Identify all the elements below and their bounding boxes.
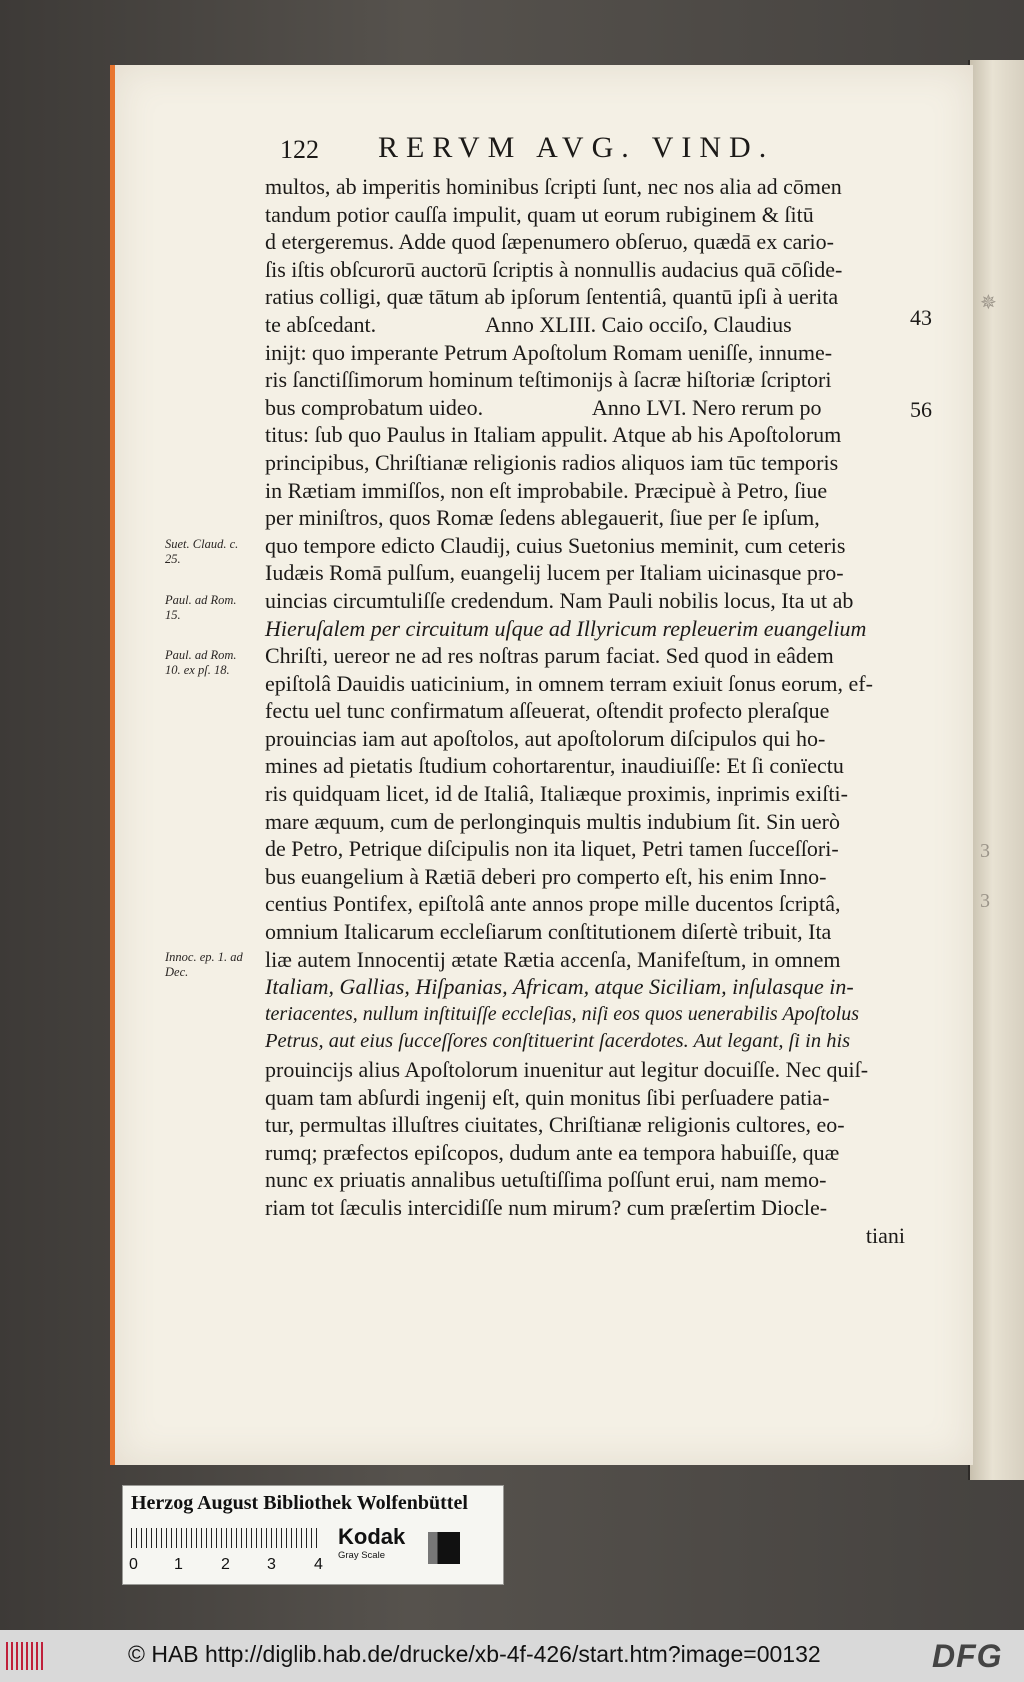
margin-note: Paul. ad Rom. 10. ex pſ. 18. [165, 648, 237, 677]
ruler-number: 0 [129, 1556, 138, 1573]
library-color-card [122, 1485, 504, 1585]
adjacent-page-edge: ✵ 3 3 [968, 60, 1024, 1480]
text-line: Chriſti, uereor ne ad res noſtras parum faciat. Sed quod in eâdem [265, 643, 834, 669]
text-line: rumq; præfectos epiſcopos, dudum ante ea tempora habuiſſe, quæ [265, 1139, 840, 1165]
text-line: mare æquum, cum de perlonginquis multis indubium ſit. Sin uerò [265, 808, 841, 834]
text-line: liæ autem Innocentij ætate Rætia accenſa, Manifeſtum, in omnem [265, 946, 841, 972]
catchword: tiani [865, 1222, 905, 1248]
text-line: inijt: quo imperante Petrum Apoſtolum Romam ueniſſe, innume- [265, 339, 833, 365]
running-head: RERVM AVG. VIND. [378, 131, 775, 164]
text-line: Petrus, aut eius ſucceſſores conſtituerint ſacerdotes. Aut legant, ſi in his [265, 1030, 851, 1053]
margin-note: Suet. Claud. c. 25. [165, 537, 239, 566]
text-line: quo tempore edicto Claudij, cuius Suetonius meminit, cum ceteris [265, 532, 846, 558]
text-line: riam tot ſæculis intercidiſſe num mirum? cum præſertim Diocle- [265, 1194, 828, 1220]
ruler-number: 2 [221, 1556, 230, 1573]
text-line: te abſcedant. Anno XLIII. Caio occiſo, Claudius [265, 311, 792, 337]
text-line: ris quidquam licet, id de Italiâ, Italiæque proximis, inprimis exiſti- [265, 781, 848, 807]
text-line: prouincias iam aut apoſtolos, aut apoſtolorum diſcipulos qui ho- [265, 725, 826, 751]
text-line: d etergeremus. Adde quod ſæpenumero obſeruo, quædā ex cario- [265, 229, 834, 255]
text-line: ris ſanctiſſimorum hominum teſtimonijs à ſacræ hiſtoriæ ſcriptori [265, 367, 832, 393]
text-line: quam tam abſurdi ingenij eſt, quin monitus ſibi perſuadere patia- [265, 1084, 830, 1110]
text-line: per miniſtros, quos Romæ ſedens ablegauerit, ſiue per ſe ipſum, [265, 505, 820, 531]
text-line: ſis iſtis obſcurorū auctorū ſcriptis à nonnullis audacius quā cōſide- [265, 256, 843, 282]
text-line: bus euangelium à Rætiā deberi pro comperto eſt, his enim Inno- [265, 863, 827, 889]
text-line: centius Pontifex, epiſtolâ ante annos prope mille ducentos ſcriptâ, [265, 891, 841, 917]
handwritten-year-note: 56 [910, 397, 932, 422]
text-line: in Rætiam immiſſos, non eſt improbabile. Præcipuè à Petro, ſiue [265, 477, 828, 503]
text-line: nunc ex priuatis annalibus uetuſtiſſima poſſunt erui, nam memo- [265, 1167, 827, 1193]
gray-swatch [428, 1532, 460, 1564]
text-line: omnium Italicarum eccleſiarum conſtitutionem diſertè tribuit, Ita [265, 919, 832, 945]
text-line: multos, ab imperitis hominibus ſcripti ſunt, nec nos alia ad cōmen [265, 174, 842, 199]
text-line: epiſtolâ Dauidis uaticinium, in omnem terram exiuit ſonus eorum, ef- [265, 670, 873, 696]
text-line: tur, permultas illuſtres ciuitates, Chriſtianæ religionis cultores, eo- [265, 1112, 845, 1138]
text-line: tandum potior cauſſa impulit, quam ut eorum rubiginem & ſitū [265, 201, 814, 227]
text-line: principibus, Chriſtianæ religionis radios aliquos iam tūc temporis [265, 449, 839, 475]
text-line: Italiam, Gallias, Hiſpanias, Africam, atque Siciliam, inſulasque in- [265, 974, 854, 1000]
ruler-number: 1 [174, 1556, 183, 1573]
kodak-logo: Kodak [338, 1524, 406, 1549]
text-line: fectu uel tunc confirmatum aſſeuerat, oſtendit profecto pleraſque [265, 698, 830, 724]
page-header [280, 131, 1000, 165]
handwritten-year-note: 43 [910, 305, 932, 330]
scale-ruler [131, 1528, 321, 1548]
ruler-number: 3 [267, 1556, 276, 1573]
text-line: ratius colligi, quæ tātum ab ipſorum ſententiâ, quantū ipſi à uerita [265, 284, 839, 310]
barcode-icon [6, 1642, 46, 1670]
page-number: 122 [280, 135, 319, 164]
footer-url[interactable]: © HAB http://diglib.hab.de/drucke/xb-4f-426/start.htm?image=00132 [128, 1641, 821, 1667]
footer-bar [0, 1630, 1024, 1682]
margin-note: Innoc. ep. 1. ad Dec. [165, 950, 243, 979]
text-line: de Petro, Petrique diſcipulis non ita liquet, Petri tamen ſucceſſori- [265, 836, 839, 862]
text-line: Iudæis Romā pulſum, euangelij lucem per Italiam uicinasque pro- [265, 560, 844, 586]
book-page [110, 65, 973, 1465]
gray-scale-label: Gray Scale [338, 1550, 385, 1561]
text-line: uincias circumtuliſſe credendum. Nam Pauli nobilis locus, Ita ut ab [265, 587, 854, 613]
text-line: titus: ſub quo Paulus in Italiam appulit. Atque ab his Apoſtolorum [265, 422, 842, 448]
ruler-number: 4 [314, 1556, 323, 1573]
text-line: teriacentes, nullum inſtituiſſe eccleſias, niſi eos quos uenerabilis Apoſtolus [265, 1002, 860, 1025]
text-line: Hieruſalem per circuitum uſque ad Illyricum repleuerim euangelium [265, 615, 867, 641]
text-line: mines ad pietatis ſtudium cohortarentur, inaudiuiſſe: Et ſi conïectu [265, 753, 844, 779]
dfg-logo: DFG [932, 1638, 1003, 1674]
margin-note: Paul. ad Rom. 15. [165, 593, 237, 622]
library-name: Herzog August Bibliothek Wolfenbüttel [131, 1492, 468, 1514]
body-text [265, 173, 905, 1249]
text-line: prouincijs alius Apoſtolorum inuenitur aut legitur docuiſſe. Nec quiſ- [265, 1057, 869, 1082]
text-line: bus comprobatum uideo. Anno LVI. Nero rerum po [265, 394, 822, 420]
